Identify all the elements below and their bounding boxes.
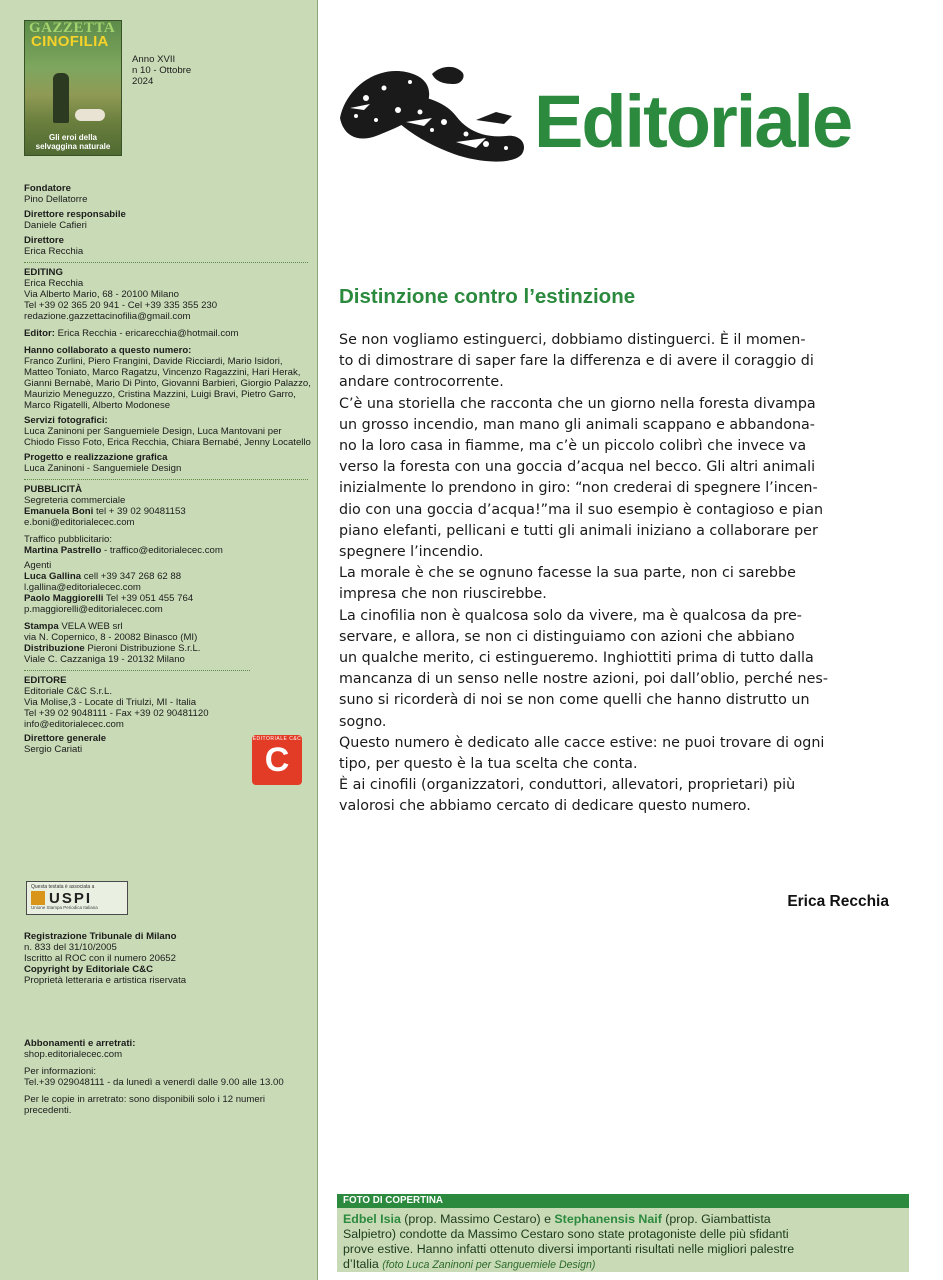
editor-line xyxy=(24,328,307,339)
stampa-line xyxy=(24,621,307,632)
cover-caption-line: Gli eroi della xyxy=(48,133,97,142)
collab-line: Matteo Toniato, Marco Ragatzu, Vincenzo Ragazzini, Hari Herak, xyxy=(24,367,301,378)
cover-row xyxy=(24,20,307,156)
dir-gen-label: Direttore generale xyxy=(24,733,107,744)
issue-line: Anno XVII xyxy=(132,54,176,65)
collab-line: Franco Zurlini, Piero Frangini, Davide Ricciardi, Mario Isidori, xyxy=(24,356,283,367)
reg-label: Registrazione Tribunale di Milano xyxy=(24,931,177,942)
editing-email-link[interactable]: redazione.gazzettacinofilia@gmail.com xyxy=(24,311,191,322)
editoriale-cc-logo xyxy=(252,735,302,785)
abb-label: Abbonamenti e arretrati: xyxy=(24,1038,136,1049)
editore-label: EDITORE xyxy=(24,675,67,686)
distrib-value: Pieroni Distribuzione S.r.L. xyxy=(84,643,201,654)
uspi-logo xyxy=(26,881,128,915)
collaborators-block xyxy=(24,345,311,411)
maggiorelli-email-link[interactable]: p.maggiorelli@editorialecec.com xyxy=(24,604,163,615)
body-line: tipo, per questo è la tua scelta che conta. xyxy=(339,756,638,773)
photo-credit: (foto Luca Zaninoni per Sanguemiele Design) xyxy=(382,1259,596,1271)
hunter-figure-icon xyxy=(53,73,69,123)
article-headline: Distinzione contro l’estinzione xyxy=(339,285,636,308)
masthead-sidebar xyxy=(0,0,318,1280)
agenti-label: Agenti xyxy=(24,560,52,571)
body-line: no la loro casa in fiamme, ma c’è un piccolo colibrì che invece va xyxy=(339,438,807,455)
body-line: impresa che non riuscirebbe. xyxy=(339,586,547,603)
direttore-block xyxy=(24,235,307,257)
uspi-square-icon xyxy=(31,891,45,905)
foto-label: Servizi fotografici: xyxy=(24,415,108,426)
graphic-design-block xyxy=(24,452,307,474)
cover-box-line xyxy=(343,1212,903,1227)
gallina-name: Luca Gallina xyxy=(24,571,82,582)
body-line: valorosi che abbiamo cercato di dedicare questo numero. xyxy=(339,798,751,815)
editore-line: Editoriale C&C S.r.L. xyxy=(24,686,112,697)
editor-value[interactable]: Erica Recchia - ericarecchia@hotmail.com xyxy=(54,328,239,339)
dir-resp-label: Direttore responsabile xyxy=(24,209,126,220)
divider xyxy=(24,670,250,671)
body-line: verso la foresta con una goccia d’acqua nel becco. Gli altri animali xyxy=(339,459,816,476)
body-line: to di dimostrare di saper fare la differenza e di avere il coraggio di xyxy=(339,353,814,370)
dog-figure-icon xyxy=(75,109,105,121)
info-line: Tel.+39 029048111 - da lunedì a venerdì dalle 9.00 alle 13.00 xyxy=(24,1077,284,1088)
reg-line: n. 833 del 31/10/2005 xyxy=(24,942,117,953)
gallina-line xyxy=(24,571,307,582)
gallina-tel: cell +39 347 268 62 88 xyxy=(81,571,182,582)
boni-email-link[interactable]: e.boni@editorialecec.com xyxy=(24,517,135,528)
distrib-label: Distribuzione xyxy=(24,643,85,654)
cover-masthead-1: GAZZETTA xyxy=(29,20,116,36)
editorial-main xyxy=(318,0,943,1280)
stampa-address: via N. Copernico, 8 - 20082 Binasco (MI) xyxy=(24,632,198,643)
pastrello-email-link[interactable]: - traffico@editorialecec.com xyxy=(101,545,223,556)
editor-label: Editor: xyxy=(24,328,55,339)
cover-masthead-2: CINOFILIA xyxy=(31,33,109,50)
dir-resp-name: Daniele Cafieri xyxy=(24,220,87,231)
collab-line: Marco Rigatelli, Alberto Modonese xyxy=(24,400,171,411)
distribuzione-line xyxy=(24,643,307,654)
uspi-word: USPI xyxy=(49,889,93,907)
pastrello-name: Martina Pastrello xyxy=(24,545,102,556)
info-label: Per informazioni: xyxy=(24,1066,96,1077)
direttore-label: Direttore xyxy=(24,235,64,246)
body-line: spegnere l’incendio. xyxy=(339,544,484,561)
body-line: piano elefanti, pellicani e tutti gli animali iniziano a collaborare per xyxy=(339,522,818,539)
body-line: servare, e allora, se non ci distinguiamo con azioni che abbiano xyxy=(339,628,795,645)
boni-line xyxy=(24,506,307,517)
progetto-label: Progetto e realizzazione grafica xyxy=(24,452,168,463)
body-line: Se non vogliamo estinguerci, dobbiamo distinguerci. È il momen- xyxy=(339,332,806,348)
body-line: Questo numero è dedicato alle cacce estive: ne puoi trovare di ogni xyxy=(339,734,825,751)
cover-box-fragment: d’Italia xyxy=(343,1257,383,1271)
editore-logo-letter: C xyxy=(264,741,290,779)
body-line: un qualche merito, ci estingueremo. Inghiottiti prima di tutto dalla xyxy=(339,650,814,667)
gallina-email-link[interactable]: l.gallina@editorialecec.com xyxy=(24,582,141,593)
body-line: La cinofilia non è qualcosa solo da vivere, ma è qualcosa da pre- xyxy=(339,607,802,624)
pastrello-line xyxy=(24,545,307,556)
page-title: Editoriale xyxy=(534,80,852,163)
uspi-mark xyxy=(31,891,123,905)
print-block xyxy=(24,621,307,665)
uspi-top: Questa testata è associata a xyxy=(31,884,95,890)
body-line: andare controcorrente. xyxy=(339,374,504,391)
editing-label: EDITING xyxy=(24,267,63,278)
article-body xyxy=(339,330,899,818)
fondatore-name: Pino Dellatorre xyxy=(24,194,88,205)
body-line: dio con una goccia d’acqua!”ma il suo esempio è contagioso e pian xyxy=(339,501,824,518)
cover-box-line: Salpietro) condotte da Massimo Cestaro sono state protagoniste delle più sfidanti xyxy=(343,1227,789,1241)
subscriptions-block xyxy=(24,1038,308,1116)
editore-line: Via Molise,3 - Locate di Triulzi, MI - Italia xyxy=(24,697,197,708)
boni-tel: tel + 39 02 90481153 xyxy=(93,506,186,517)
editore-email-link[interactable]: info@editorialecec.com xyxy=(24,719,124,730)
boni-name: Emanuela Boni xyxy=(24,506,94,517)
cover-box-line: prove estive. Hanno infatti ottenuto diversi importanti risultati nelle migliori palestre xyxy=(343,1242,795,1256)
stampa-value: VELA WEB srl xyxy=(58,621,123,632)
fondatore-label: Fondatore xyxy=(24,183,71,194)
divider xyxy=(24,479,308,480)
cover-caption-line: selvaggina naturale xyxy=(35,142,111,151)
progetto-value: Luca Zaninoni - Sanguemiele Design xyxy=(24,463,182,474)
maggiorelli-line xyxy=(24,593,307,604)
distrib-address: Viale C. Cazzaniga 19 - 20132 Milano xyxy=(24,654,185,665)
arretrato-line: Per le copie in arretrato: sono disponibili solo i 12 numeri xyxy=(24,1094,266,1105)
direttore-responsabile-block xyxy=(24,209,307,231)
copyright-line: Proprietà letteraria e artistica riservata xyxy=(24,975,187,986)
cover-caption xyxy=(25,133,121,151)
uspi-bottom: Unione Stampa Periodica Italiana xyxy=(31,905,98,910)
cover-box-fragment: (prop. Giambattista xyxy=(661,1212,771,1226)
cover-box-heading: FOTO DI COPERTINA xyxy=(337,1194,909,1208)
dog-name: Stephanensis Naif xyxy=(554,1212,662,1226)
editing-line: Via Alberto Mario, 68 - 20100 Milano xyxy=(24,289,180,300)
foto-line: Chiodo Fisso Foto, Erica Recchia, Chiara Bernabé, Jenny Locatello xyxy=(24,437,311,448)
dir-gen-name: Sergio Cariati xyxy=(24,744,83,755)
photo-services-block xyxy=(24,415,311,448)
arretrato-line: precedenti. xyxy=(24,1105,72,1116)
editore-logo-top: EDITORIALE C&C xyxy=(252,736,302,742)
collab-line: Maurizio Meneguzzo, Cristina Mazzini, Luigi Bravi, Pietro Garro, xyxy=(24,389,296,400)
shop-link[interactable]: shop.editorialecec.com xyxy=(24,1049,123,1060)
direttore-name: Erica Recchia xyxy=(24,246,84,257)
cover-box-fragment: (prop. Massimo Cestaro) e xyxy=(400,1212,555,1226)
editing-block xyxy=(24,267,307,322)
collab-label: Hanno collaborato a questo numero: xyxy=(24,345,192,356)
body-line: inizialmente lo prendono in giro: “non crederai di spegnere l’incen- xyxy=(339,480,818,497)
author-signature: Erica Recchia xyxy=(787,893,889,910)
issue-info xyxy=(132,54,191,87)
cover-photo-box xyxy=(337,1194,909,1280)
traffico-label: Traffico pubblicitario: xyxy=(24,534,112,545)
body-line: È ai cinofili (organizzatori, conduttori, allevatori, proprietari) più xyxy=(339,777,796,794)
body-line: La morale è che se ognuno facesse la sua parte, non ci sarebbe xyxy=(339,565,796,582)
divider xyxy=(24,262,308,263)
issue-line: 2024 xyxy=(132,76,154,87)
issue-line: n 10 - Ottobre xyxy=(132,65,192,76)
cover-thumbnail[interactable] xyxy=(24,20,122,156)
fondatore-block xyxy=(24,183,307,205)
pubblicita-label: PUBBLICITÀ xyxy=(24,484,83,495)
maggiorelli-name: Paolo Maggiorelli xyxy=(24,593,104,604)
body-line: suno si ricorderà di noi se non come quelli che hanno distrutto un xyxy=(339,692,810,709)
collab-line: Gianni Bernabè, Mario Di Pinto, Giovanni Barbieri, Giorgio Palazzo, xyxy=(24,378,311,389)
maggiorelli-tel: Tel +39 051 455 764 xyxy=(103,593,194,604)
body-line: mancanza di un senso nelle nostre azioni, poi dall’oblio, perché nes- xyxy=(339,671,828,688)
body-line: sogno. xyxy=(339,713,387,730)
body-line: C’è una storiella che racconta che un giorno nella foresta divampa xyxy=(339,395,816,412)
stampa-label: Stampa xyxy=(24,621,59,632)
segreteria-label: Segreteria commerciale xyxy=(24,495,126,506)
editing-line: Erica Recchia xyxy=(24,278,84,289)
advertising-block xyxy=(24,484,307,615)
editore-line: Tel +39 02 9048111 - Fax +39 02 90481120 xyxy=(24,708,209,719)
birds-illustration-icon xyxy=(336,58,532,168)
foto-line: Luca Zaninoni per Sanguemiele Design, Luca Mantovani per xyxy=(24,426,282,437)
cover-box-line xyxy=(343,1257,903,1273)
dog-name: Edbel Isia xyxy=(343,1212,401,1226)
copyright-label: Copyright by Editoriale C&C xyxy=(24,964,153,975)
editing-line: Tel +39 02 365 20 941 - Cel +39 335 355 230 xyxy=(24,300,218,311)
reg-line: Iscritto al ROC con il numero 20652 xyxy=(24,953,176,964)
cover-box-text xyxy=(337,1208,909,1272)
registration-block xyxy=(24,931,308,986)
body-line: un grosso incendio, man mano gli animali scappano e abbandona- xyxy=(339,416,815,433)
